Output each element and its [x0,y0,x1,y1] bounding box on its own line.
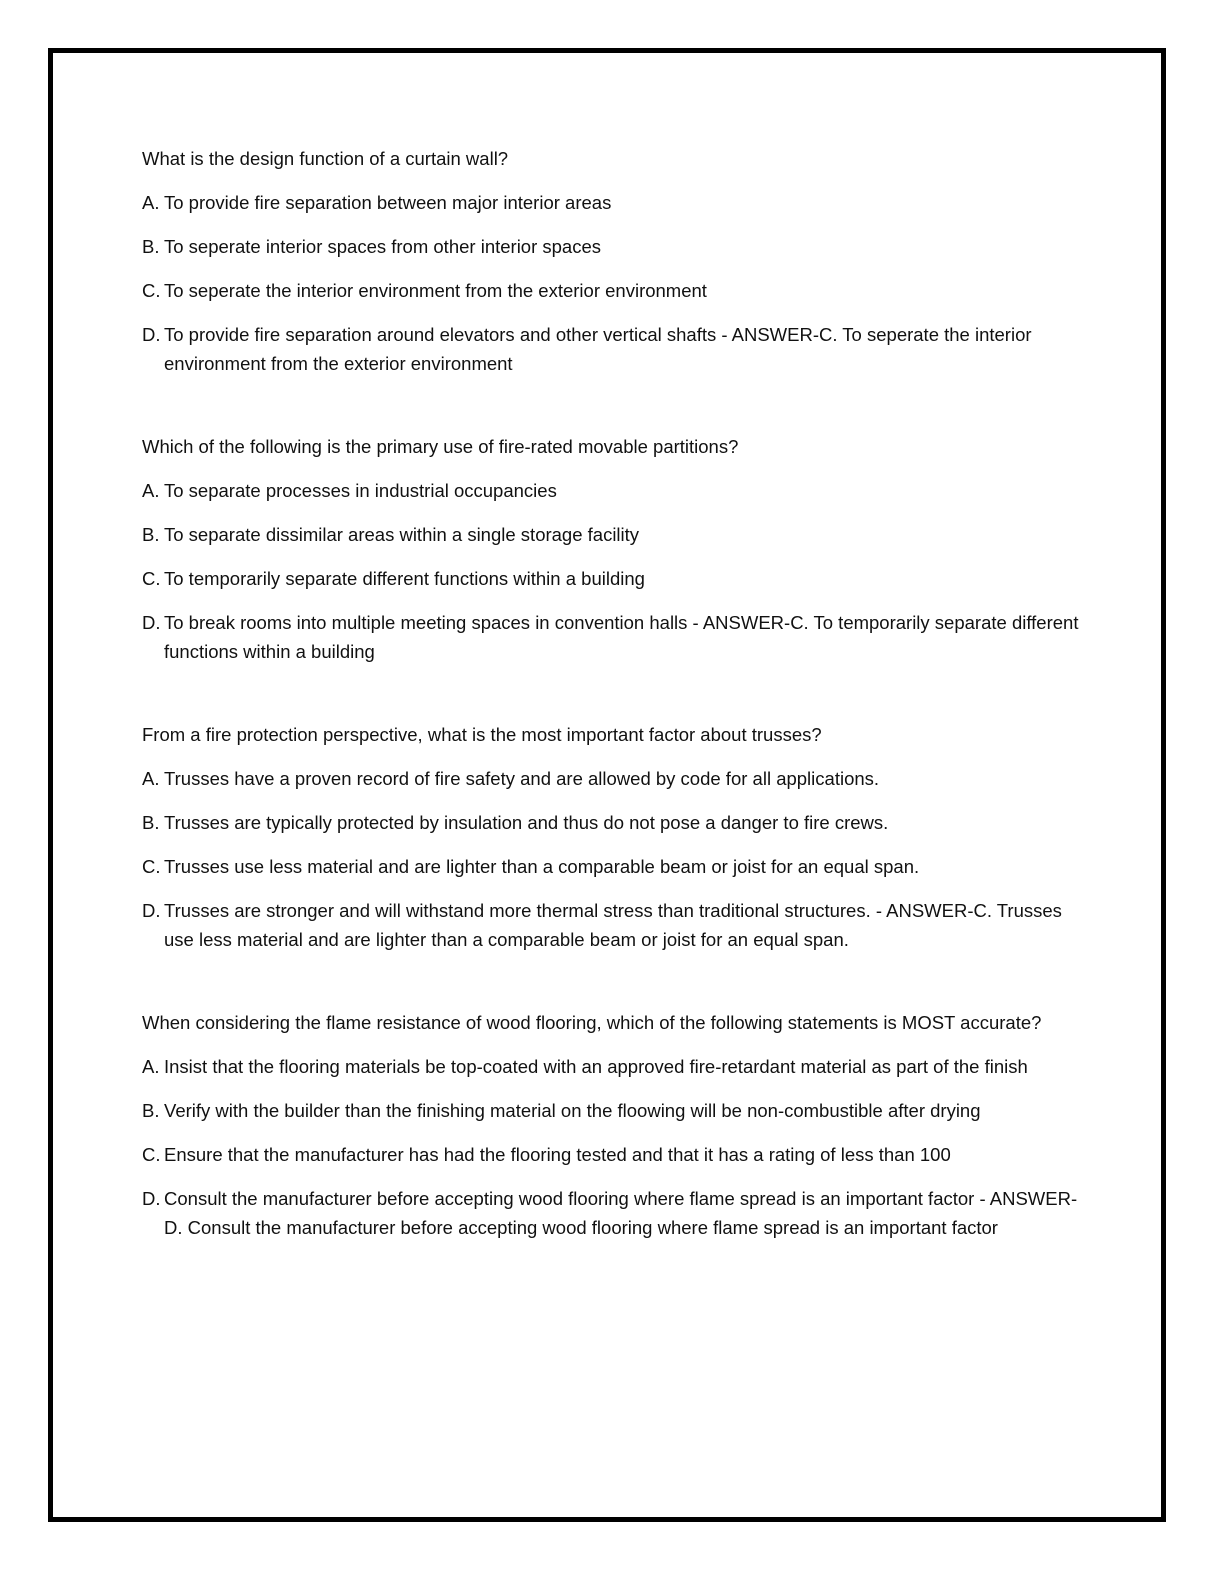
option-text: Trusses use less material and are lighter than a comparable beam or joist for an equal span. [164,856,920,877]
option-text: To seperate the interior environment from the exterior environment [164,280,707,301]
option-a [142,764,1082,793]
option-text: Trusses are stronger and will withstand more thermal stress than traditional structures. - ANSWER-C. Trusses use less material and are lighter than a comparable beam or joist for an equal span. [164,900,1062,950]
option-d [142,320,1082,378]
option-text: To temporarily separate different functions within a building [164,568,645,589]
option-text: Verify with the builder than the finishing material on the floowing will be non-combustible after drying [164,1100,981,1121]
document-content [142,144,1082,1242]
option-text: To break rooms into multiple meeting spaces in convention halls - ANSWER-C. To temporarily separate different functions within a building [164,612,1079,662]
option-b [142,520,1082,549]
option-text: Trusses are typically protected by insulation and thus do not pose a danger to fire crews. [164,812,889,833]
option-letter: A. [142,192,160,213]
option-text: Trusses have a proven record of fire safety and are allowed by code for all applications. [164,768,880,789]
option-c [142,1140,1082,1169]
option-letter: D. [142,612,161,633]
option-letter: B. [142,236,160,257]
option-letter: A. [142,480,160,501]
question-block-2 [142,432,1082,666]
question-text: What is the design function of a curtain wall? [142,148,509,169]
option-letter: B. [142,1100,160,1121]
option-a [142,476,1082,505]
option-letter: A. [142,1056,160,1077]
option-c [142,564,1082,593]
option-text: To separate dissimilar areas within a single storage facility [164,524,640,545]
question-block-3 [142,720,1082,954]
option-letter: B. [142,812,160,833]
option-text: To separate processes in industrial occupancies [164,480,557,501]
option-text: Consult the manufacturer before accepting wood flooring where flame spread is an important factor - ANSWER-D. Consult the manufacturer before accepting wood flooring where flame spread is an important factor [164,1188,1078,1238]
option-a [142,188,1082,217]
option-d [142,1184,1082,1242]
option-text: To provide fire separation around elevators and other vertical shafts - ANSWER-C. To seperate the interior environment from the exterior environment [164,324,1032,374]
option-c [142,852,1082,881]
question-block-1 [142,144,1082,378]
option-text: Ensure that the manufacturer has had the flooring tested and that it has a rating of less than 100 [164,1144,951,1165]
option-letter: B. [142,524,160,545]
question-text: When considering the flame resistance of wood flooring, which of the following statements is MOST accurate? [142,1012,1042,1033]
option-b [142,232,1082,261]
option-letter: C. [142,280,161,301]
option-d [142,608,1082,666]
option-letter: C. [142,568,161,589]
option-text: Insist that the flooring materials be top-coated with an approved fire-retardant material as part of the finish [164,1056,1028,1077]
question-block-4 [142,1008,1082,1242]
option-letter: D. [142,1188,161,1209]
option-letter: D. [142,324,161,345]
option-b [142,808,1082,837]
option-a [142,1052,1082,1081]
option-letter: C. [142,1144,161,1165]
option-letter: C. [142,856,161,877]
option-letter: A. [142,768,160,789]
option-letter: D. [142,900,161,921]
option-text: To provide fire separation between major interior areas [164,192,612,213]
question-text: Which of the following is the primary use of fire-rated movable partitions? [142,436,739,457]
option-d [142,896,1082,954]
question-text: From a fire protection perspective, what is the most important factor about trusses? [142,724,822,745]
option-c [142,276,1082,305]
option-b [142,1096,1082,1125]
option-text: To seperate interior spaces from other interior spaces [164,236,602,257]
